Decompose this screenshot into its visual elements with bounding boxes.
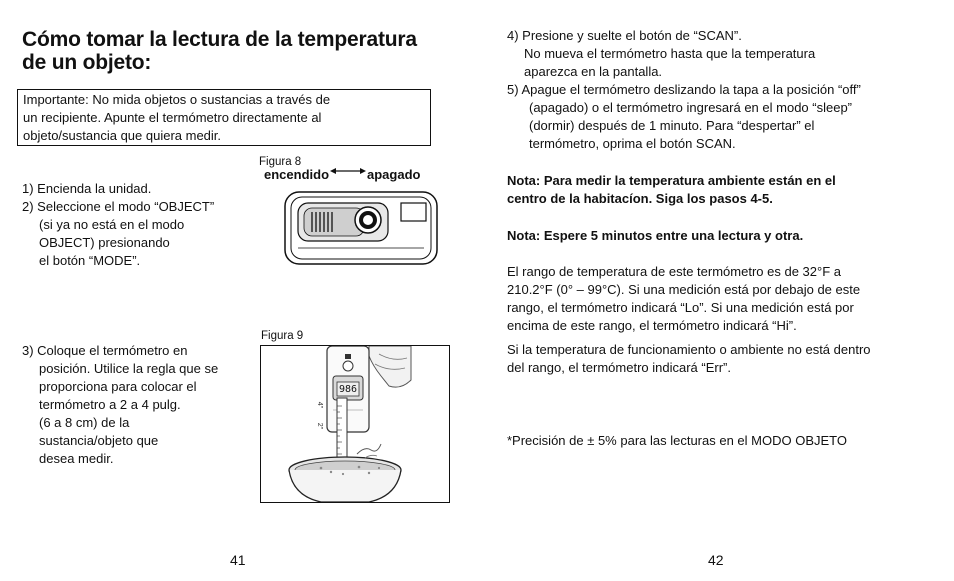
steps-4-5: [507, 27, 927, 153]
precision-note: *Precisión de ± 5% para las lecturas en el MODO OBJETO: [507, 433, 847, 448]
on-label: encendido: [264, 167, 330, 182]
page-title: [22, 28, 462, 74]
range-paragraph: [507, 263, 927, 335]
ambient-line-1: Si la temperatura de funcionamiento o ambiente no está dentro: [507, 342, 871, 357]
step-5-line-4: termómetro, oprima el botón SCAN.: [529, 136, 736, 151]
step-2-line-4: el botón “MODE”.: [39, 253, 141, 268]
step-3-line-3: proporciona para colocar el: [39, 379, 197, 394]
title-line-1: Cómo tomar la lectura de la temperatura: [22, 28, 417, 51]
range-line-1: El rango de temperatura de este termómetro es de 32°F a: [507, 264, 841, 279]
figure-9-measurement-illustration: [261, 346, 449, 502]
step-4-line-3: aparezca en la pantalla.: [524, 64, 663, 79]
figure-9-frame: [260, 345, 450, 503]
figure-9-label: Figura 9: [261, 330, 304, 342]
page-number-left: 41: [230, 552, 246, 568]
ruler-mark-2: 2": [316, 422, 324, 430]
step-3-line-4: termómetro a 2 a 4 pulg.: [39, 397, 181, 412]
step-3: [22, 342, 218, 468]
step-3-line-2: posición. Utilice la regla que se: [39, 361, 219, 376]
step-3-line-1: 3) Coloque el termómetro en: [22, 343, 188, 358]
figure-8-label: Figura 8: [259, 156, 302, 168]
step-5-line-3: (dormir) después de 1 minuto. Para “despertar” el: [529, 118, 815, 133]
note-ambient: [507, 172, 927, 208]
step-1: 1) Encienda la unidad.: [22, 181, 152, 196]
step-5-line-2: (apagado) o el termómetro ingresará en el modo “sleep”: [529, 100, 853, 115]
important-notice-box: [17, 89, 431, 146]
figure-8-thermometer-illustration: [282, 188, 442, 270]
ruler-mark-4: 4": [316, 401, 324, 409]
thermometer-display: 986: [339, 384, 358, 395]
step-4-line-2: No mueva el termómetro hasta que la temperatura: [524, 46, 816, 61]
ambient-paragraph: [507, 341, 927, 377]
title-line-2: de un objeto:: [22, 51, 152, 74]
page-number-right: 42: [708, 552, 724, 568]
important-line-3: objeto/sustancia que quiera medir.: [23, 128, 222, 143]
note-1-line-1: Nota: Para medir la temperatura ambiente están en el: [507, 173, 836, 188]
step-3-line-7: desea medir.: [39, 451, 114, 466]
on-off-indicator: [264, 166, 420, 184]
off-label: apagado: [367, 167, 421, 182]
range-line-3: rango, el termómetro indicará “Lo”. Si una medición está por: [507, 300, 854, 315]
step-2-line-3: OBJECT) presionando: [39, 235, 170, 250]
step-2-line-2: (si ya no está en el modo: [39, 217, 185, 232]
note-1-line-2: centro de la habitacíon. Siga los pasos 4-5.: [507, 191, 773, 206]
step-5-line-1: 5) Apague el termómetro deslizando la tapa a la posición “off”: [507, 82, 861, 97]
step-2-line-1: 2) Seleccione el modo “OBJECT”: [22, 199, 215, 214]
range-line-2: 210.2°F (0° – 99°C). Si una medición está por debajo de este: [507, 282, 861, 297]
important-line-1: Importante: No mida objetos o sustancias a través de: [23, 92, 331, 107]
step-3-line-6: sustancia/objeto que: [39, 433, 159, 448]
range-line-4: encima de este rango, el termómetro indicará “Hi”.: [507, 318, 797, 333]
double-arrow-icon: [330, 162, 366, 180]
step-3-line-5: (6 a 8 cm) de la: [39, 415, 130, 430]
ambient-line-2: del rango, el termómetro indicará “Err”.: [507, 360, 731, 375]
step-4-line-1: 4) Presione y suelte el botón de “SCAN”.: [507, 28, 742, 43]
note-wait: Nota: Espere 5 minutos entre una lectura y otra.: [507, 228, 804, 243]
important-line-2: un recipiente. Apunte el termómetro directamente al: [23, 110, 322, 125]
steps-1-2: [22, 180, 214, 270]
